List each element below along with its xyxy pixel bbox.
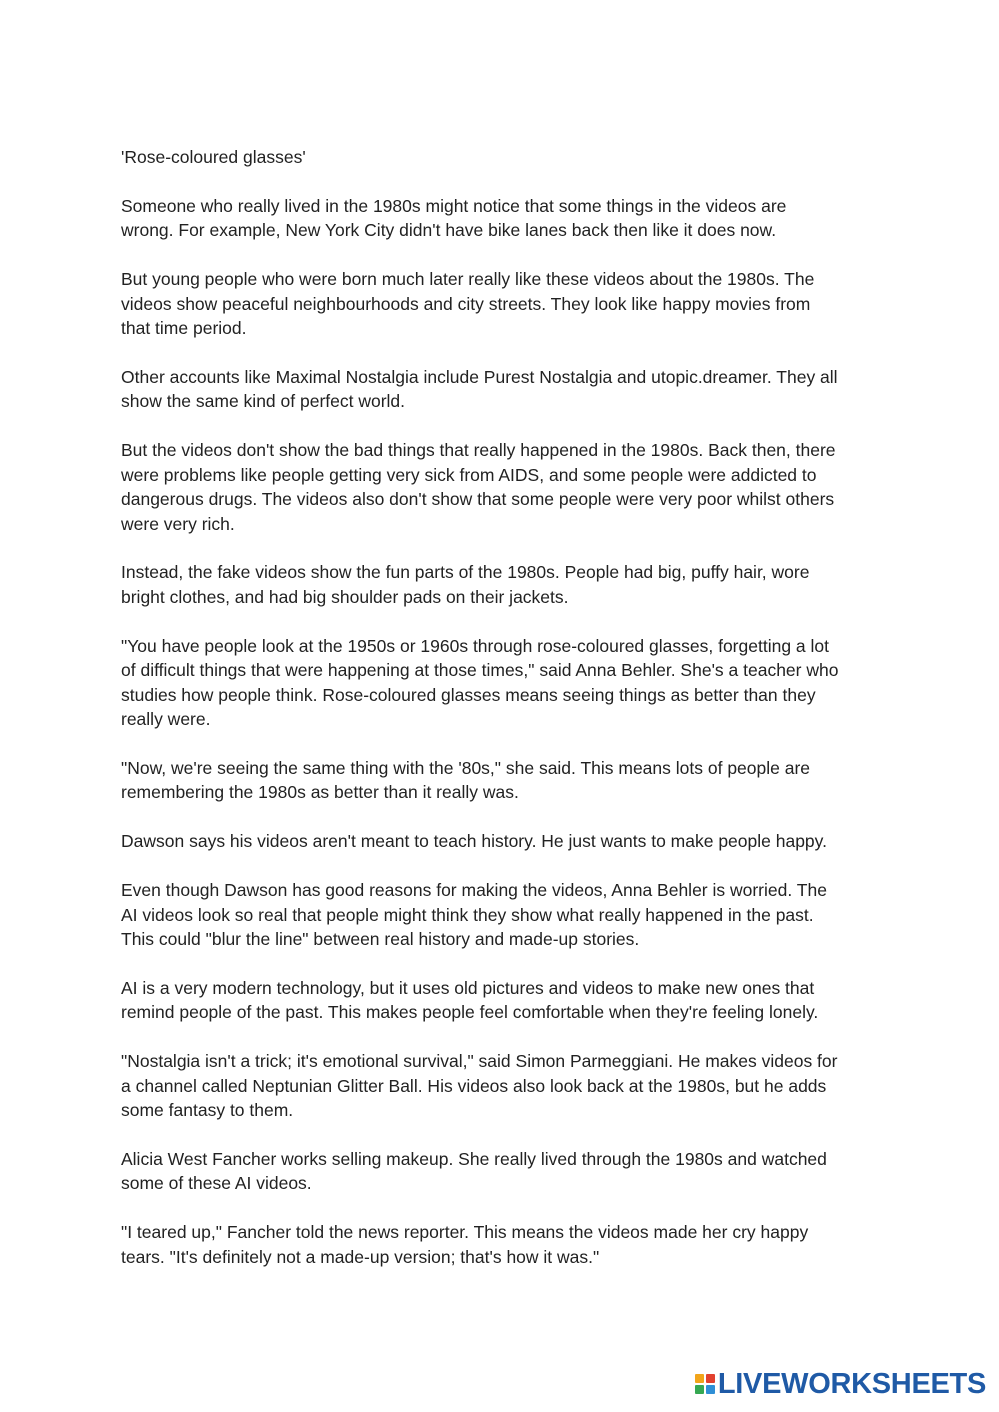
- paragraph: "Nostalgia isn't a trick; it's emotional survival," said Simon Parmeggiani. He makes videos for a channel called Neptunian Glitter Ball. His videos also look back at the 1980s, but he adds some fantasy to them.: [121, 1051, 838, 1120]
- document-body: [121, 145, 891, 1294]
- paragraph: "Now, we're seeing the same thing with the '80s," she said. This means lots of people are remembering the 1980s as better than it really was.: [121, 757, 811, 803]
- logo-square-4: [706, 1385, 715, 1394]
- paragraph: But young people who were born much later really like these videos about the 1980s. The videos show peaceful neighbourhoods and city streets. They look like happy movies from that time period.: [121, 269, 815, 339]
- logo-square-2: [706, 1374, 715, 1383]
- paragraph: Other accounts like Maximal Nostalgia include Purest Nostalgia and utopic.dreamer. They all show the same kind of perfect world.: [121, 367, 838, 412]
- liveworksheets-logo-icon: [695, 1374, 715, 1394]
- brand-logo[interactable]: [695, 1369, 986, 1399]
- paragraph: Dawson says his videos aren't meant to teach history. He just wants to make people happy.: [121, 831, 827, 852]
- paragraph: Alicia West Fancher works selling makeup. She really lived through the 1980s and watched some of these AI videos.: [121, 1148, 827, 1194]
- paragraph: Someone who really lived in the 1980s might notice that some things in the videos are wrong. For example, New York City didn't have bike lanes back then like it does now.: [121, 196, 787, 241]
- paragraph: "I teared up," Fancher told the news reporter. This means the videos made her cry happy tears. "It's definitely not a made-up version; that's how it was.": [121, 1222, 809, 1267]
- brand-name: LIVEWORKSHEETS: [717, 1368, 986, 1400]
- document-title: 'Rose-coloured glasses': [121, 147, 306, 167]
- paragraph: But the videos don't show the bad things that really happened in the 1980s. Back then, there were problems like people getting very sick from AIDS, and some people were addicted to dangerous drugs. The videos also don't show that some people were very poor whilst others were very rich.: [121, 440, 836, 534]
- logo-square-1: [695, 1374, 704, 1383]
- paragraph: Instead, the fake videos show the fun parts of the 1980s. People had big, puffy hair, wore bright clothes, and had big shoulder pads on their jackets.: [121, 562, 810, 607]
- paragraph-list: [121, 194, 891, 1269]
- paragraph: "You have people look at the 1950s or 1960s through rose-coloured glasses, forgetting a lot of difficult things that were happening at those times," said Anna Behler. She's a teacher who studies how people think. Rose-coloured glasses means seeing things as better than they really were.: [121, 635, 839, 729]
- paragraph: AI is a very modern technology, but it uses old pictures and videos to make new ones that remind people of the past. This makes people feel comfortable when they're feeling lonely.: [121, 977, 819, 1023]
- logo-square-3: [695, 1385, 704, 1394]
- paragraph: Even though Dawson has good reasons for making the videos, Anna Behler is worried. The AI videos look so real that people might think they show what really happened in the past. This could "blur the line" between real history and made-up stories.: [121, 880, 827, 949]
